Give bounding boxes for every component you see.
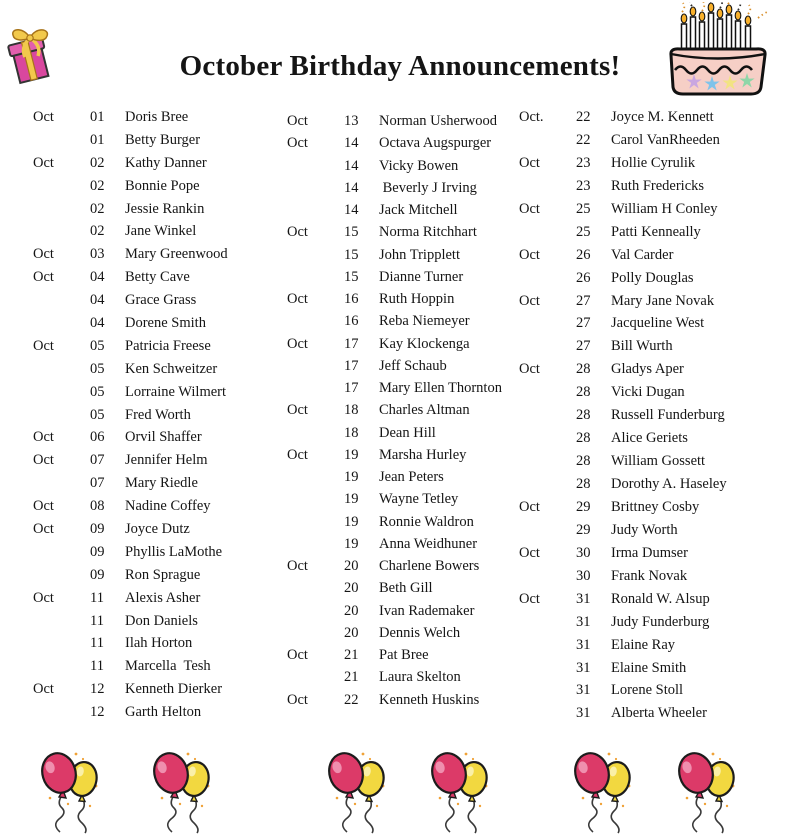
name-label: Mary Ellen Thornton: [379, 380, 502, 396]
day-label: 27: [576, 338, 591, 355]
birthday-row: [33, 678, 228, 701]
birthday-row: [519, 634, 727, 657]
month-label: Oct: [287, 135, 308, 152]
birthday-row: [33, 449, 228, 472]
day-label: 21: [344, 647, 359, 663]
month-label: Oct: [33, 154, 54, 171]
name-label: Bonnie Pope: [125, 177, 200, 194]
page-title: October Birthday Announcements!: [179, 50, 621, 82]
day-label: 03: [90, 246, 105, 263]
day-label: 23: [576, 154, 591, 171]
birthday-row: [287, 422, 502, 444]
name-label: Kay Klockenga: [379, 335, 470, 352]
birthday-row: [519, 198, 727, 221]
month-label: Oct: [519, 154, 540, 171]
month-label: Oct: [519, 246, 540, 263]
day-label: 14: [344, 202, 359, 218]
month-label: Oct: [287, 335, 308, 352]
name-label: Hollie Cyrulik: [611, 154, 696, 171]
month-label: Oct: [287, 291, 308, 307]
day-label: 01: [90, 109, 105, 125]
name-label: Brittney Cosby: [611, 498, 700, 515]
month-label: Oct.: [519, 109, 544, 125]
day-label: 30: [576, 544, 591, 561]
day-label: 01: [90, 131, 105, 148]
name-label: Jeff Schaub: [379, 357, 447, 374]
birthday-row: [287, 466, 502, 488]
name-label: Ron Sprague: [125, 566, 201, 583]
day-label: 07: [90, 475, 105, 492]
name-label: Kenneth Huskins: [379, 691, 480, 708]
balloon-pair-icon: [675, 746, 737, 834]
name-label: Carol VanRheeden: [611, 131, 720, 148]
birthday-row: [33, 175, 228, 198]
month-label: Oct: [33, 269, 54, 286]
month-label: Oct: [519, 292, 540, 309]
birthday-row: [287, 266, 502, 288]
day-label: 22: [344, 691, 359, 708]
name-label: Ken Schweitzer: [125, 360, 218, 377]
day-label: 28: [576, 453, 591, 470]
birthday-row: [287, 177, 502, 199]
name-label: Garth Helton: [125, 704, 202, 721]
birthday-row: [33, 220, 228, 243]
day-label: 19: [344, 469, 359, 485]
day-label: 29: [576, 498, 591, 515]
name-label: Beverly J Irving: [379, 179, 477, 196]
month-label: Oct: [287, 402, 308, 419]
day-label: 09: [90, 543, 105, 560]
month-label: Oct: [33, 498, 54, 515]
name-label: Don Daniels: [125, 612, 198, 629]
name-label: Patti Kenneally: [611, 223, 701, 240]
name-label: Val Carder: [611, 246, 674, 263]
name-label: Nadine Coffey: [125, 498, 211, 515]
month-label: Oct: [33, 109, 54, 125]
name-label: Judy Worth: [611, 521, 678, 538]
month-label: Oct: [33, 337, 54, 354]
birthday-row: [287, 444, 502, 466]
birthday-row: [519, 244, 727, 267]
birthday-row: [519, 496, 727, 519]
month-label: Oct: [519, 498, 540, 515]
day-label: 27: [576, 315, 591, 332]
name-label: Fred Worth: [125, 406, 191, 423]
day-label: 21: [344, 669, 359, 686]
birthday-row: [33, 266, 228, 289]
birthday-row: [519, 152, 727, 175]
birthday-row: [519, 611, 727, 634]
day-label: 23: [576, 177, 591, 194]
day-label: 31: [576, 705, 591, 722]
month-label: Oct: [287, 691, 308, 708]
birthday-row: [33, 358, 228, 381]
month-label: Oct: [287, 647, 308, 663]
name-label: Ruth Hoppin: [379, 291, 455, 307]
birthday-column-3: [519, 106, 727, 725]
month-label: Oct: [519, 544, 540, 561]
birthday-row: [33, 564, 228, 587]
name-label: Mary Riedle: [125, 475, 198, 492]
name-label: Pat Bree: [379, 647, 429, 663]
day-label: 30: [576, 567, 591, 584]
day-label: 20: [344, 624, 359, 641]
name-label: Marsha Hurley: [379, 446, 467, 463]
balloon-pair-icon: [428, 746, 490, 834]
day-label: 11: [90, 589, 104, 606]
name-label: Ronald W. Alsup: [611, 590, 710, 607]
birthday-column-2: [287, 110, 502, 711]
name-label: Dorene Smith: [125, 315, 206, 332]
birthday-row: [519, 565, 727, 588]
birthday-row: [33, 198, 228, 221]
name-label: Doris Bree: [125, 109, 189, 125]
name-label: Ruth Fredericks: [611, 177, 705, 194]
name-label: Alberta Wheeler: [611, 705, 707, 722]
name-label: Charlene Bowers: [379, 558, 480, 574]
birthday-row: [33, 587, 228, 610]
day-label: 28: [576, 476, 591, 492]
name-label: William H Conley: [611, 200, 718, 217]
day-label: 02: [90, 177, 105, 194]
birthday-row: [519, 450, 727, 473]
name-label: Kathy Danner: [125, 154, 207, 171]
name-label: William Gossett: [611, 453, 706, 470]
name-label: Jessie Rankin: [125, 200, 205, 217]
birthday-row: [33, 312, 228, 335]
month-label: Oct: [287, 446, 308, 463]
day-label: 17: [344, 357, 359, 374]
name-label: Anna Weidhuner: [379, 535, 478, 552]
birthday-row: [33, 632, 228, 655]
day-label: 17: [344, 380, 359, 396]
birthday-row: [519, 106, 727, 129]
balloon-pair-icon: [325, 746, 387, 834]
name-label: Patricia Freese: [125, 337, 211, 354]
birthday-row: [287, 221, 502, 243]
day-label: 26: [576, 269, 591, 286]
birthday-row: [519, 519, 727, 542]
day-label: 12: [90, 704, 105, 721]
name-label: Ilah Horton: [125, 635, 193, 652]
birthday-row: [33, 381, 228, 404]
name-label: Alice Geriets: [611, 430, 688, 447]
day-label: 28: [576, 384, 591, 401]
name-label: Norman Usherwood: [379, 113, 497, 129]
day-label: 31: [576, 590, 591, 607]
name-label: Lorene Stoll: [611, 682, 684, 699]
month-label: Oct: [33, 681, 54, 698]
day-label: 16: [344, 291, 359, 307]
name-label: Polly Douglas: [611, 269, 694, 286]
day-label: 18: [344, 424, 359, 441]
day-label: 25: [576, 223, 591, 240]
birthday-row: [519, 404, 727, 427]
day-label: 09: [90, 521, 105, 538]
birthday-row: [33, 495, 228, 518]
name-label: Lorraine Wilmert: [125, 383, 227, 400]
day-label: 05: [90, 337, 105, 354]
name-label: Orvil Shaffer: [125, 429, 202, 446]
name-label: Joyce M. Kennett: [611, 109, 714, 125]
name-label: Betty Burger: [125, 131, 201, 148]
name-label: Frank Novak: [611, 567, 688, 584]
birthday-row: [33, 541, 228, 564]
birthday-row: [519, 267, 727, 290]
day-label: 19: [344, 491, 359, 508]
name-label: Wayne Tetley: [379, 491, 459, 508]
birthday-row: [33, 335, 228, 358]
birthday-row: [287, 355, 502, 377]
name-label: Mary Greenwood: [125, 246, 228, 263]
day-label: 09: [90, 566, 105, 583]
name-label: Kenneth Dierker: [125, 681, 223, 698]
birthday-row: [287, 577, 502, 599]
day-label: 04: [90, 269, 105, 286]
birthday-column-1: [33, 106, 228, 724]
name-label: Reba Niemeyer: [379, 313, 470, 330]
name-label: Elaine Ray: [611, 636, 676, 653]
birthday-row: [287, 666, 502, 688]
birthday-row: [519, 588, 727, 611]
birthday-row: [519, 312, 727, 335]
name-label: Elaine Smith: [611, 659, 687, 676]
name-label: Gladys Aper: [611, 361, 684, 378]
balloon-pair-icon: [38, 746, 100, 834]
day-label: 15: [344, 268, 359, 285]
birthday-row: [33, 472, 228, 495]
birthday-row: [287, 622, 502, 644]
birthday-row: [33, 701, 228, 724]
day-label: 05: [90, 406, 105, 423]
birthday-row: [287, 199, 502, 221]
birthday-row: [519, 129, 727, 152]
day-label: 06: [90, 429, 105, 446]
name-label: Ronnie Waldron: [379, 513, 474, 530]
birthday-row: [33, 426, 228, 449]
name-label: Phyllis LaMothe: [125, 543, 223, 560]
birthday-row: [519, 679, 727, 702]
balloon-pair-icon: [150, 746, 212, 834]
balloon-pair-icon: [571, 746, 633, 834]
day-label: 11: [90, 658, 104, 675]
day-label: 27: [576, 292, 591, 309]
birthday-row: [287, 511, 502, 533]
month-label: Oct: [287, 558, 308, 574]
day-label: 14: [344, 135, 359, 152]
birthday-row: [33, 610, 228, 633]
day-label: 20: [344, 602, 359, 619]
name-label: Dorothy A. Haseley: [611, 476, 727, 492]
birthday-row: [519, 175, 727, 198]
day-label: 28: [576, 407, 591, 424]
day-label: 11: [90, 635, 104, 652]
name-label: Judy Funderburg: [611, 613, 710, 630]
name-label: Bill Wurth: [611, 338, 673, 355]
day-label: 20: [344, 558, 359, 574]
day-label: 02: [90, 200, 105, 217]
name-label: Dean Hill: [379, 424, 436, 441]
birthday-row: [33, 289, 228, 312]
birthday-row: [33, 152, 228, 175]
birthday-row: [287, 132, 502, 154]
day-label: 17: [344, 335, 359, 352]
day-label: 31: [576, 613, 591, 630]
month-label: Oct: [519, 200, 540, 217]
month-label: Oct: [33, 521, 54, 538]
name-label: Jean Peters: [379, 469, 444, 485]
day-label: 05: [90, 360, 105, 377]
day-label: 19: [344, 513, 359, 530]
day-label: 19: [344, 535, 359, 552]
day-label: 16: [344, 313, 359, 330]
name-label: Mary Jane Novak: [611, 292, 715, 309]
name-label: Dennis Welch: [379, 624, 461, 641]
day-label: 07: [90, 452, 105, 469]
name-label: Grace Grass: [125, 292, 197, 309]
day-label: 12: [90, 681, 105, 698]
name-label: Jane Winkel: [125, 223, 197, 240]
day-label: 25: [576, 200, 591, 217]
birthday-row: [33, 243, 228, 266]
day-label: 28: [576, 361, 591, 378]
birthday-row: [519, 221, 727, 244]
name-label: Irma Dumser: [611, 544, 688, 561]
name-label: Norma Ritchhart: [379, 224, 477, 241]
day-label: 26: [576, 246, 591, 263]
day-label: 15: [344, 246, 359, 263]
birthday-row: [287, 533, 502, 555]
birthday-cake-icon: [640, 2, 795, 104]
day-label: 31: [576, 682, 591, 699]
day-label: 14: [344, 179, 359, 196]
day-label: 19: [344, 446, 359, 463]
birthday-row: [287, 244, 502, 266]
day-label: 02: [90, 223, 105, 240]
name-label: Octava Augspurger: [379, 135, 492, 152]
birthday-row: [287, 644, 502, 666]
month-label: Oct: [33, 429, 54, 446]
day-label: 13: [344, 113, 359, 129]
day-label: 20: [344, 580, 359, 597]
day-label: 05: [90, 383, 105, 400]
name-label: Jennifer Helm: [125, 452, 208, 469]
name-label: Vicki Dugan: [611, 384, 685, 401]
birthday-row: [519, 290, 727, 313]
day-label: 31: [576, 636, 591, 653]
name-label: Ivan Rademaker: [379, 602, 475, 619]
day-label: 28: [576, 430, 591, 447]
birthday-row: [33, 404, 228, 427]
birthday-row: [287, 600, 502, 622]
month-label: Oct: [287, 113, 308, 129]
day-label: 08: [90, 498, 105, 515]
birthday-row: [33, 106, 228, 129]
birthday-row: [33, 518, 228, 541]
birthday-row: [287, 110, 502, 132]
day-label: 29: [576, 521, 591, 538]
name-label: John Tripplett: [379, 246, 460, 263]
day-label: 22: [576, 131, 591, 148]
month-label: Oct: [33, 246, 54, 263]
birthday-row: [287, 310, 502, 332]
name-label: Joyce Dutz: [125, 521, 190, 538]
birthday-row: [287, 488, 502, 510]
birthday-row: [519, 358, 727, 381]
name-label: Jack Mitchell: [379, 202, 458, 218]
month-label: Oct: [287, 224, 308, 241]
day-label: 14: [344, 157, 359, 174]
birthday-row: [519, 473, 727, 496]
birthday-row: [519, 542, 727, 565]
birthday-row: [287, 689, 502, 711]
birthday-row: [519, 335, 727, 358]
name-label: Vicky Bowen: [379, 157, 459, 174]
name-label: Dianne Turner: [379, 268, 464, 285]
birthday-row: [519, 381, 727, 404]
month-label: Oct: [519, 361, 540, 378]
day-label: 02: [90, 154, 105, 171]
name-label: Laura Skelton: [379, 669, 461, 686]
birthday-row: [33, 129, 228, 152]
day-label: 04: [90, 292, 105, 309]
birthday-row: [287, 288, 502, 310]
birthday-row: [287, 399, 502, 421]
birthday-row: [519, 702, 727, 725]
birthday-row: [287, 555, 502, 577]
name-label: Alexis Asher: [125, 589, 201, 606]
name-label: Betty Cave: [125, 269, 190, 286]
birthday-row: [519, 657, 727, 680]
birthday-row: [287, 155, 502, 177]
day-label: 31: [576, 659, 591, 676]
name-label: Jacqueline West: [611, 315, 705, 332]
day-label: 15: [344, 224, 359, 241]
birthday-row: [287, 333, 502, 355]
day-label: 11: [90, 612, 104, 629]
day-label: 18: [344, 402, 359, 419]
day-label: 04: [90, 315, 105, 332]
name-label: Marcella Tesh: [125, 658, 211, 675]
month-label: Oct: [33, 589, 54, 606]
name-label: Charles Altman: [379, 402, 470, 419]
birthday-row: [519, 427, 727, 450]
name-label: Russell Funderburg: [611, 407, 725, 424]
birthday-row: [287, 377, 502, 399]
day-label: 22: [576, 109, 591, 125]
name-label: Beth Gill: [379, 580, 433, 597]
month-label: Oct: [33, 452, 54, 469]
birthday-row: [33, 655, 228, 678]
month-label: Oct: [519, 590, 540, 607]
